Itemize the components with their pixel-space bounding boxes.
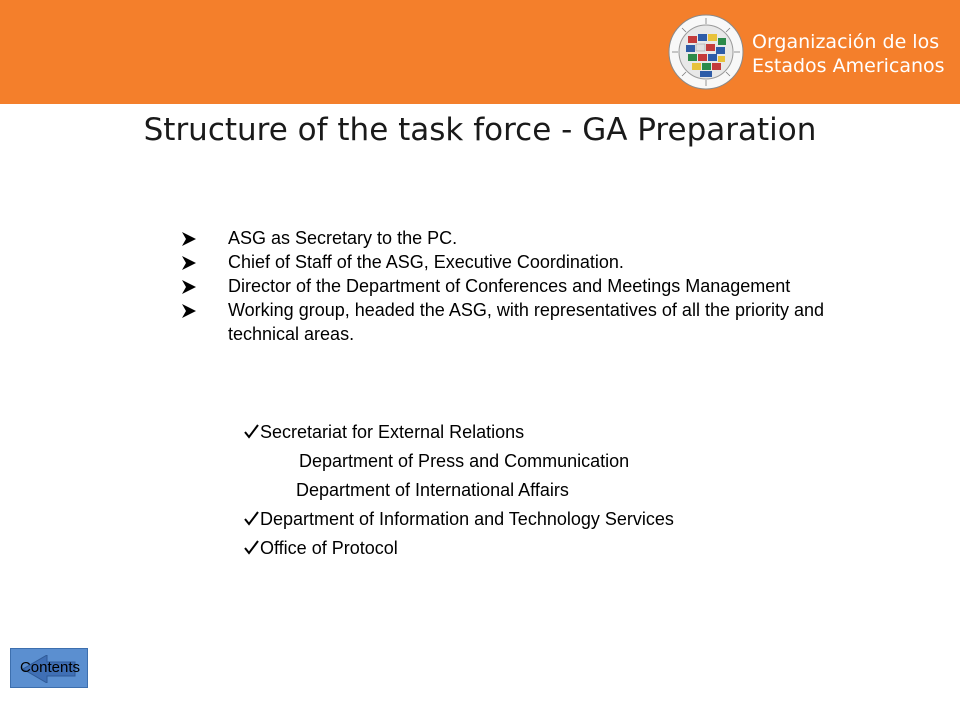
checklist-item xyxy=(244,534,884,563)
checkmark-icon xyxy=(244,424,259,439)
contents-button-label: Contents xyxy=(19,659,81,676)
bullet-text: ASG as Secretary to the PC. xyxy=(228,228,458,248)
arrow-bullet-icon xyxy=(182,232,196,246)
arrow-bullet-icon xyxy=(182,280,196,294)
bullet-item xyxy=(178,274,878,298)
bullet-text: Chief of Staff of the ASG, Executive Coordination. xyxy=(228,252,624,272)
checklist-item-label: Office of Protocol xyxy=(260,538,398,558)
bullet-item xyxy=(178,298,878,346)
bullet-item xyxy=(178,250,878,274)
checklist-item-label: Secretariat for External Relations xyxy=(260,422,525,442)
org-name-line1: Organización de los xyxy=(752,31,940,53)
checklist-item-label: Department of Information and Technology Services xyxy=(260,509,674,529)
checklist-subitem: Department of International Affairs xyxy=(296,480,569,500)
org-name-line2: Estados Americanos xyxy=(752,55,945,77)
checklist-subitem: Department of Press and Communication xyxy=(299,451,630,471)
org-name xyxy=(752,30,945,78)
checklist xyxy=(244,418,884,563)
arrow-bullet-icon xyxy=(182,304,196,318)
checkmark-icon xyxy=(244,511,259,526)
header-bar xyxy=(0,0,960,104)
bullet-item xyxy=(178,226,878,250)
bullet-list xyxy=(178,226,878,346)
checkmark-icon xyxy=(244,540,259,555)
contents-button[interactable] xyxy=(10,648,88,688)
checklist-item xyxy=(244,418,884,447)
bullet-text: Working group, headed the ASG, with representatives of all the priority and technical areas. xyxy=(228,300,825,344)
bullet-text: Director of the Department of Conferences and Meetings Management xyxy=(228,276,791,296)
arrow-bullet-icon xyxy=(182,256,196,270)
oas-seal-icon xyxy=(668,14,744,90)
slide-title: Structure of the task force - GA Preparation xyxy=(143,112,817,148)
checklist-item xyxy=(244,505,884,534)
